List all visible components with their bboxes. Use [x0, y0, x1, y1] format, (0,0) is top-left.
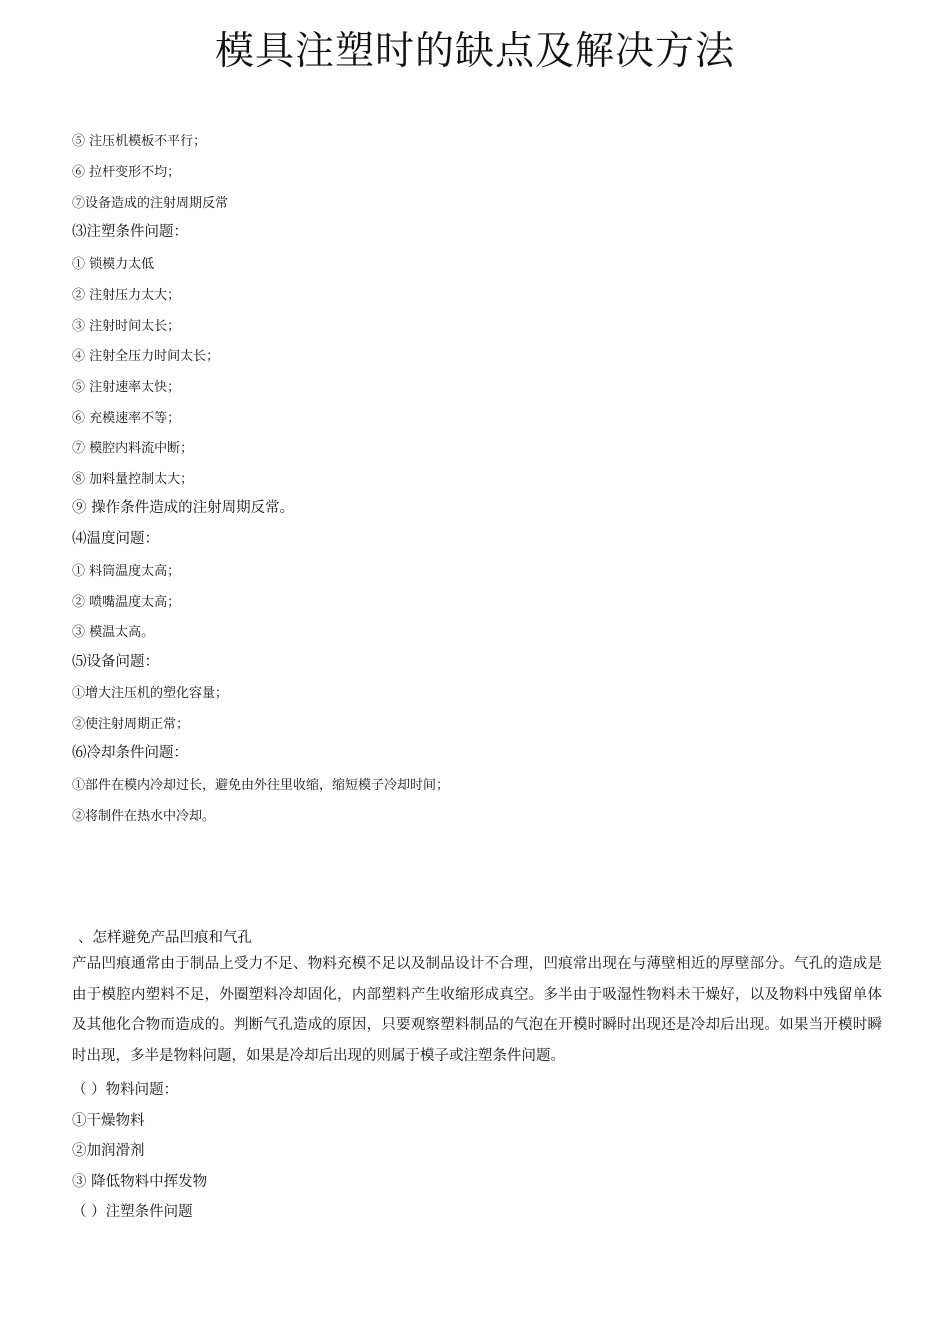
list-item: ⑦ 模腔内料流中断； — [72, 441, 194, 456]
section-heading: ⑸设备问题： — [72, 654, 159, 670]
section-heading: ⑶注塑条件问题： — [72, 224, 188, 240]
section-heading: 、怎样避免产品凹痕和气孔 — [78, 930, 252, 946]
list-item: ① 锁模力太低 — [72, 257, 155, 272]
list-item: ②加润滑剂 — [72, 1143, 145, 1159]
list-item: ③ 模温太高。 — [72, 625, 155, 640]
list-item: ② 喷嘴温度太高； — [72, 595, 181, 610]
list-item: ⑦设备造成的注射周期反常 — [72, 196, 229, 211]
section-heading: ⑷温度问题： — [72, 531, 159, 547]
list-item: ②使注射周期正常； — [72, 717, 190, 732]
list-item: ② 注射压力太大； — [72, 288, 181, 303]
list-item: ③ 注射时间太长； — [72, 319, 181, 334]
list-item: ②将制件在热水中冷却。 — [72, 809, 216, 824]
list-item: ① 料筒温度太高； — [72, 564, 181, 579]
list-item: ⑤ 注压机模板不平行； — [72, 134, 207, 149]
page-title: 模具注塑时的缺点及解决方法 — [214, 29, 735, 74]
list-item: ①增大注压机的塑化容量； — [72, 686, 229, 701]
list-item: ⑧ 加料量控制太大； — [72, 472, 194, 487]
section-heading: ⑹冷却条件问题： — [72, 745, 188, 761]
list-item: ①干燥物料 — [72, 1113, 145, 1129]
list-item: ③ 降低物料中挥发物 — [72, 1174, 208, 1190]
list-item: ⑥ 充模速率不等； — [72, 411, 181, 426]
body-paragraph: 产品凹痕通常由于制品上受力不足、物料充模不足以及制品设计不合理，凹痕常出现在与薄壁相近的厚壁部分。气孔的造成是由于模腔内塑料不足，外圈塑料冷却固化，内部塑料产生收缩形成真空。多半由于吸湿性物料未干燥好，以及物料中残留单体及其他化合物而造成的。判断气孔造成的原因，只要观察塑料制品的气泡在开模时瞬时出现还是冷却后出现。如果当开模时瞬时出现，多半是物料问题，如果是冷却后出现的则属于模子或注塑条件问题。 — [72, 956, 882, 1064]
list-item: ④ 注射全压力时间太长； — [72, 349, 220, 364]
sub-heading: （ ）注塑条件问题 — [72, 1204, 193, 1220]
list-item: ⑤ 注射速率太快； — [72, 380, 181, 395]
list-item: ①部件在模内冷却过长，避免由外往里收缩，缩短模子冷却时间； — [72, 778, 450, 793]
list-item: ⑥ 拉杆变形不均； — [72, 165, 181, 180]
list-item: ⑨ 操作条件造成的注射周期反常。 — [72, 500, 295, 516]
sub-heading: （ ）物料问题： — [72, 1082, 179, 1098]
